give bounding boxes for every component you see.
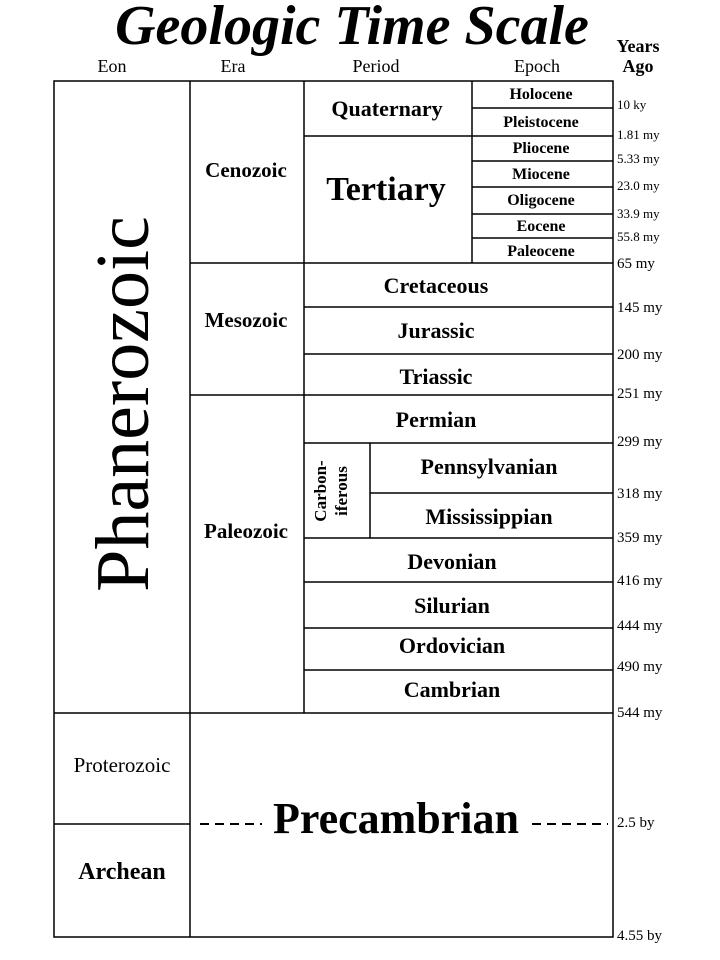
period-cretaceous: Cretaceous [383,273,489,298]
age-label: 318 my [617,486,663,502]
age-label: 444 my [617,618,663,634]
eon-phanerozoic: Phanerozoic [81,216,165,592]
header-years: Years [616,36,660,56]
header-era: Era [220,56,246,76]
age-label: 251 my [617,386,663,402]
epoch-pleistocene: Pleistocene [503,114,579,131]
period-ordovician: Ordovician [398,633,506,658]
age-label: 145 my [617,300,663,316]
epoch-miocene: Miocene [512,166,570,183]
period-tertiary: Tertiary [326,171,446,208]
period-quaternary: Quaternary [331,96,443,121]
age-label: 10 ky [617,97,647,112]
epoch-paleocene: Paleocene [507,243,575,260]
epoch-eocene: Eocene [516,218,566,235]
header-period: Period [352,56,400,76]
era-paleozoic: Paleozoic [204,519,288,543]
eon-archean: Archean [78,859,166,885]
epoch-pliocene: Pliocene [512,140,570,157]
header-ago: Ago [622,56,654,76]
age-label: 2.5 by [617,815,655,831]
period-carboniferous-line1: Carbon- [311,460,330,522]
era-mesozoic: Mesozoic [204,308,288,332]
age-label: 416 my [617,573,663,589]
age-label: 65 my [617,256,655,272]
period-precambrian: Precambrian [272,794,520,843]
eon-proterozoic: Proterozoic [73,753,171,777]
age-label: 359 my [617,530,663,546]
age-label: 200 my [617,347,663,363]
period-cambrian: Cambrian [403,677,501,702]
period-devonian: Devonian [407,549,497,574]
diagram-title: Geologic Time Scale [115,0,589,57]
age-label: 55.8 my [617,229,660,244]
period-triassic: Triassic [399,364,473,389]
epoch-holocene: Holocene [509,86,573,103]
epoch-oligocene: Oligocene [507,192,575,209]
age-label: 4.55 by [617,928,662,944]
era-cenozoic: Cenozoic [205,158,287,182]
period-mississippian: Mississippian [425,504,553,529]
period-pennsylvanian: Pennsylvanian [420,454,558,479]
age-label: 299 my [617,434,663,450]
header-eon: Eon [97,56,127,76]
age-label: 5.33 my [617,151,660,166]
period-silurian: Silurian [414,593,490,618]
period-carboniferous-line2: iferous [332,466,351,516]
age-label: 1.81 my [617,127,660,142]
age-label: 544 my [617,705,663,721]
header-epoch: Epoch [514,56,560,76]
age-label: 490 my [617,659,663,675]
age-label: 33.9 my [617,206,660,221]
period-permian: Permian [395,407,477,432]
period-jurassic: Jurassic [397,318,475,343]
age-label: 23.0 my [617,178,660,193]
